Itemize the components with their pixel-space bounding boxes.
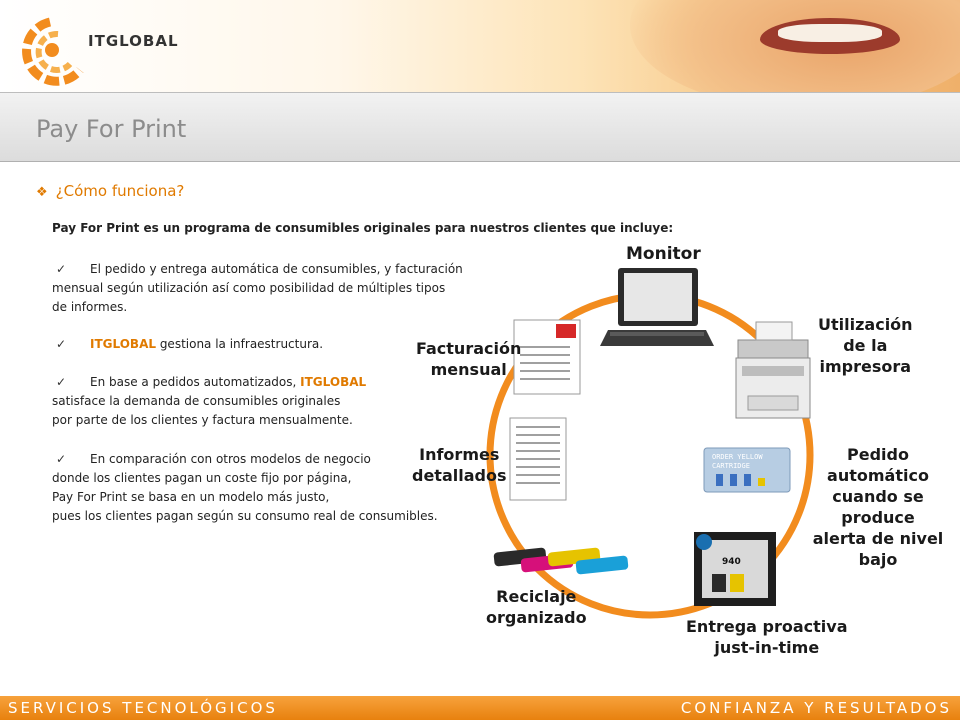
check-icon: ✓ <box>56 375 67 389</box>
itglobal-logo[interactable] <box>18 14 218 86</box>
bullet-3-line-3: por parte de los clientes y factura mensualmente. <box>52 413 353 427</box>
ink-cartridge-icon <box>694 532 776 606</box>
teeth-shape <box>778 24 882 42</box>
alert-line-2: CARTRIDGE <box>712 462 750 470</box>
facturacion-label <box>416 338 521 380</box>
bullet-4-line-2: donde los clientes pagan un coste fijo por página, <box>52 471 352 485</box>
logo-swirl-icon <box>18 14 218 86</box>
cartridge-code: 940 <box>722 557 741 567</box>
toner-cartridges-icon <box>493 547 628 574</box>
informes-label <box>412 444 506 486</box>
bullet-2 <box>52 335 323 354</box>
entrega-line-1: Entrega proactiva <box>686 617 848 636</box>
pedido-line-2: cuando se produce <box>832 487 924 527</box>
bullet-4 <box>52 450 438 526</box>
footer-right-text: CONFIANZA Y RESULTADOS <box>680 699 952 717</box>
entrega-line-2: just-in-time <box>714 638 820 657</box>
bullet-1-line-3: de informes. <box>52 300 128 314</box>
brand-name: ITGLOBAL <box>300 375 367 389</box>
header-banner <box>0 0 960 92</box>
diamond-bullet-icon: ❖ <box>36 185 48 200</box>
utilizacion-line-1: Utilización <box>818 315 913 334</box>
facturacion-line-1: Facturación <box>416 339 522 358</box>
footer-left-text: SERVICIOS TECNOLÓGICOS <box>8 699 278 717</box>
brand-name: ITGLOBAL <box>90 337 156 351</box>
informes-line-1: Informes <box>419 445 500 464</box>
laptop-icon <box>600 268 714 346</box>
bullet-3-line-2: satisface la demanda de consumibles originales <box>52 394 341 408</box>
bullet-2-text: gestiona la infraestructura. <box>156 337 324 351</box>
invoice-documents-icon <box>514 320 580 394</box>
pedido-label <box>796 444 960 570</box>
bullet-1-line-2: mensual según utilización así como posibilidad de múltiples tipos <box>52 281 446 295</box>
title-bar <box>0 92 960 162</box>
utilizacion-line-3: impresora <box>819 357 912 376</box>
informes-line-2: detallados <box>412 466 507 485</box>
bullet-1-line-1: El pedido y entrega automática de consumibles, y facturación <box>90 262 463 276</box>
bullet-4-line-1: En comparación con otros modelos de negocio <box>90 452 371 466</box>
monitor-label: Monitor <box>626 244 701 264</box>
pedido-line-3: alerta de nivel bajo <box>812 529 944 569</box>
printer-icon <box>736 322 810 418</box>
logo-wordmark: ITGLOBAL <box>88 32 179 50</box>
facturacion-line-2: mensual <box>430 360 507 379</box>
bullet-3 <box>52 373 366 430</box>
section-heading-text: ¿Cómo funciona? <box>55 182 185 200</box>
intro-text: Pay For Print es un programa de consumibles originales para nuestros clientes que incluye: <box>52 221 674 235</box>
section-heading <box>36 182 184 200</box>
utilizacion-label <box>818 314 913 377</box>
cycle-diagram <box>400 240 960 670</box>
bullet-3-line-1: En base a pedidos automatizados, <box>90 375 301 389</box>
entrega-label <box>686 616 848 658</box>
page-title: Pay For Print <box>36 115 187 143</box>
reciclaje-label <box>486 586 587 628</box>
alert-panel-icon <box>704 448 790 492</box>
bullet-4-line-4: pues los clientes pagan según su consumo real de consumibles. <box>52 509 438 523</box>
report-documents-icon <box>510 418 566 500</box>
check-icon: ✓ <box>56 337 67 351</box>
check-icon: ✓ <box>56 262 67 276</box>
reciclaje-line-1: Reciclaje <box>496 587 577 606</box>
footer-bar <box>0 696 960 720</box>
check-icon: ✓ <box>56 452 67 466</box>
alert-line-1: ORDER YELLOW <box>712 453 763 461</box>
reciclaje-line-2: organizado <box>486 608 587 627</box>
utilizacion-line-2: de la <box>843 336 888 355</box>
bullet-4-line-3: Pay For Print se basa en un modelo más justo, <box>52 490 330 504</box>
pedido-line-1: Pedido automático <box>827 445 929 485</box>
